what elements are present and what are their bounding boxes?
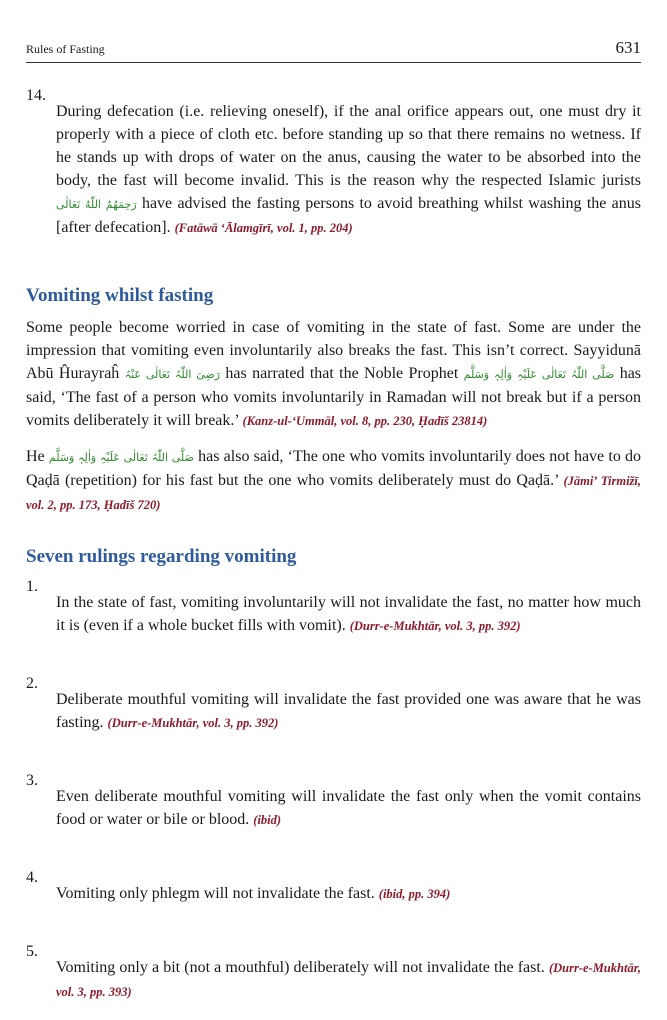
- ruling-item: [26, 866, 641, 922]
- reference: (Kanz-ul-‘Ummāl, vol. 8, pp. 230, Ḥadīš 23814): [242, 414, 488, 428]
- item-text: [56, 785, 641, 832]
- reference: (Jāmi’ Tirmižī, vol. 2, pp. 173, Ḥadīš 720): [26, 474, 642, 512]
- paragraph-text: He: [26, 448, 45, 465]
- item-text-part: have advised the fasting persons to avoid breathing whilst washing the anus [after defecation].: [56, 195, 641, 236]
- reference: (Durr-e-Mukhtār, vol. 3, pp. 392): [107, 716, 279, 730]
- item-text-part: During defecation (i.e. relieving oneself), if the anal orifice appears out, one must dry it properly with a piece of cloth etc. before standing up so that there remains no wetness. If he stands up with drops of water on the anus, causing the water to be absorbed into the body, the fast will become invalid. This is the reason why the respected Islamic jurists: [56, 103, 641, 189]
- ruling-14: [26, 84, 641, 256]
- reference: (ibid, pp. 394): [378, 887, 451, 901]
- paragraph: [26, 316, 641, 433]
- ruling-item: [26, 940, 641, 1020]
- reference: (ibid): [253, 813, 282, 827]
- paragraph-text: Some people become worried in case of vomiting in the state of fast. Some are under the impression that vomiting even involuntarily also breaks the fast. This isn’t correct. Sayyidunā Abū Ĥurayraĥ: [26, 319, 641, 382]
- arabic-honorific: صَلَّی اللّٰہُ تَعَالٰی عَلَیْہِ وَاٰلِہٖ وَسَلَّم: [48, 451, 194, 464]
- paragraph-text: has also said, ‘The one who vomits involuntarily does not have to do Qaḍā (repetition) for his fast but the one who vomits deliberately must do Qaḍā.’: [26, 448, 642, 489]
- paragraph-text: has said, ‘The fast of a person who vomits involuntarily in Ramadan will not break but if a person vomits deliberately it will break.’: [26, 365, 642, 429]
- item-number: 2.: [26, 675, 38, 692]
- page-number: 631: [615, 38, 641, 57]
- item-number: 5.: [26, 943, 38, 960]
- header-rule: [26, 62, 641, 63]
- reference: (Fatāwā ‘Ālamgīrī, vol. 1, pp. 204): [174, 221, 353, 235]
- item-text: [56, 100, 641, 240]
- section-heading-rulings: Seven rulings regarding vomiting: [26, 546, 297, 567]
- item-text: [56, 591, 641, 638]
- ruling-item: [26, 575, 641, 654]
- reference: (Durr-e-Mukhtār, vol. 3, pp. 392): [349, 619, 521, 633]
- arabic-honorific: رَضِیَ اللّٰہُ تَعَالٰی عَنْہُ: [124, 368, 221, 381]
- reference: (Durr-e-Mukhtār, vol. 3, pp. 393): [56, 961, 641, 999]
- item-text: [56, 882, 641, 906]
- section-heading-vomiting: Vomiting whilst fasting: [26, 285, 214, 306]
- arabic-honorific: رَحِمَهُمُ اللّٰهُ تَعَالٰی: [56, 198, 137, 211]
- ruling-item: [26, 672, 641, 751]
- item-number: 14.: [26, 87, 46, 104]
- item-text: [56, 956, 641, 1004]
- page-header: [26, 0, 641, 64]
- item-text: [56, 688, 641, 735]
- item-number: 4.: [26, 869, 38, 886]
- paragraph-text: has narrated that the Noble Prophet: [225, 365, 459, 382]
- item-number: 3.: [26, 772, 38, 789]
- running-head: Rules of Fasting: [26, 42, 105, 56]
- item-number: 1.: [26, 578, 38, 595]
- item-text-part: Vomiting only a bit (not a mouthful) deliberately will not invalidate the fast.: [56, 959, 545, 976]
- arabic-honorific: صَلَّی اللّٰہُ تَعَالٰی عَلَیْہِ وَاٰلِہٖ وَسَلَّم: [463, 368, 615, 381]
- item-text-part: In the state of fast, vomiting involuntarily will not invalidate the fast, no matter how much it is (even if a whole bucket fills with vomit).: [56, 594, 641, 634]
- item-text-part: Vomiting only phlegm will not invalidate the fast.: [56, 885, 375, 902]
- paragraph: [26, 445, 641, 517]
- item-text-part: Deliberate mouthful vomiting will invalidate the fast provided one was aware that he was fasting.: [56, 691, 641, 731]
- item-text-part: Even deliberate mouthful vomiting will invalidate the fast only when the vomit contains food or water or bile or blood.: [56, 788, 641, 828]
- ruling-item: [26, 769, 641, 848]
